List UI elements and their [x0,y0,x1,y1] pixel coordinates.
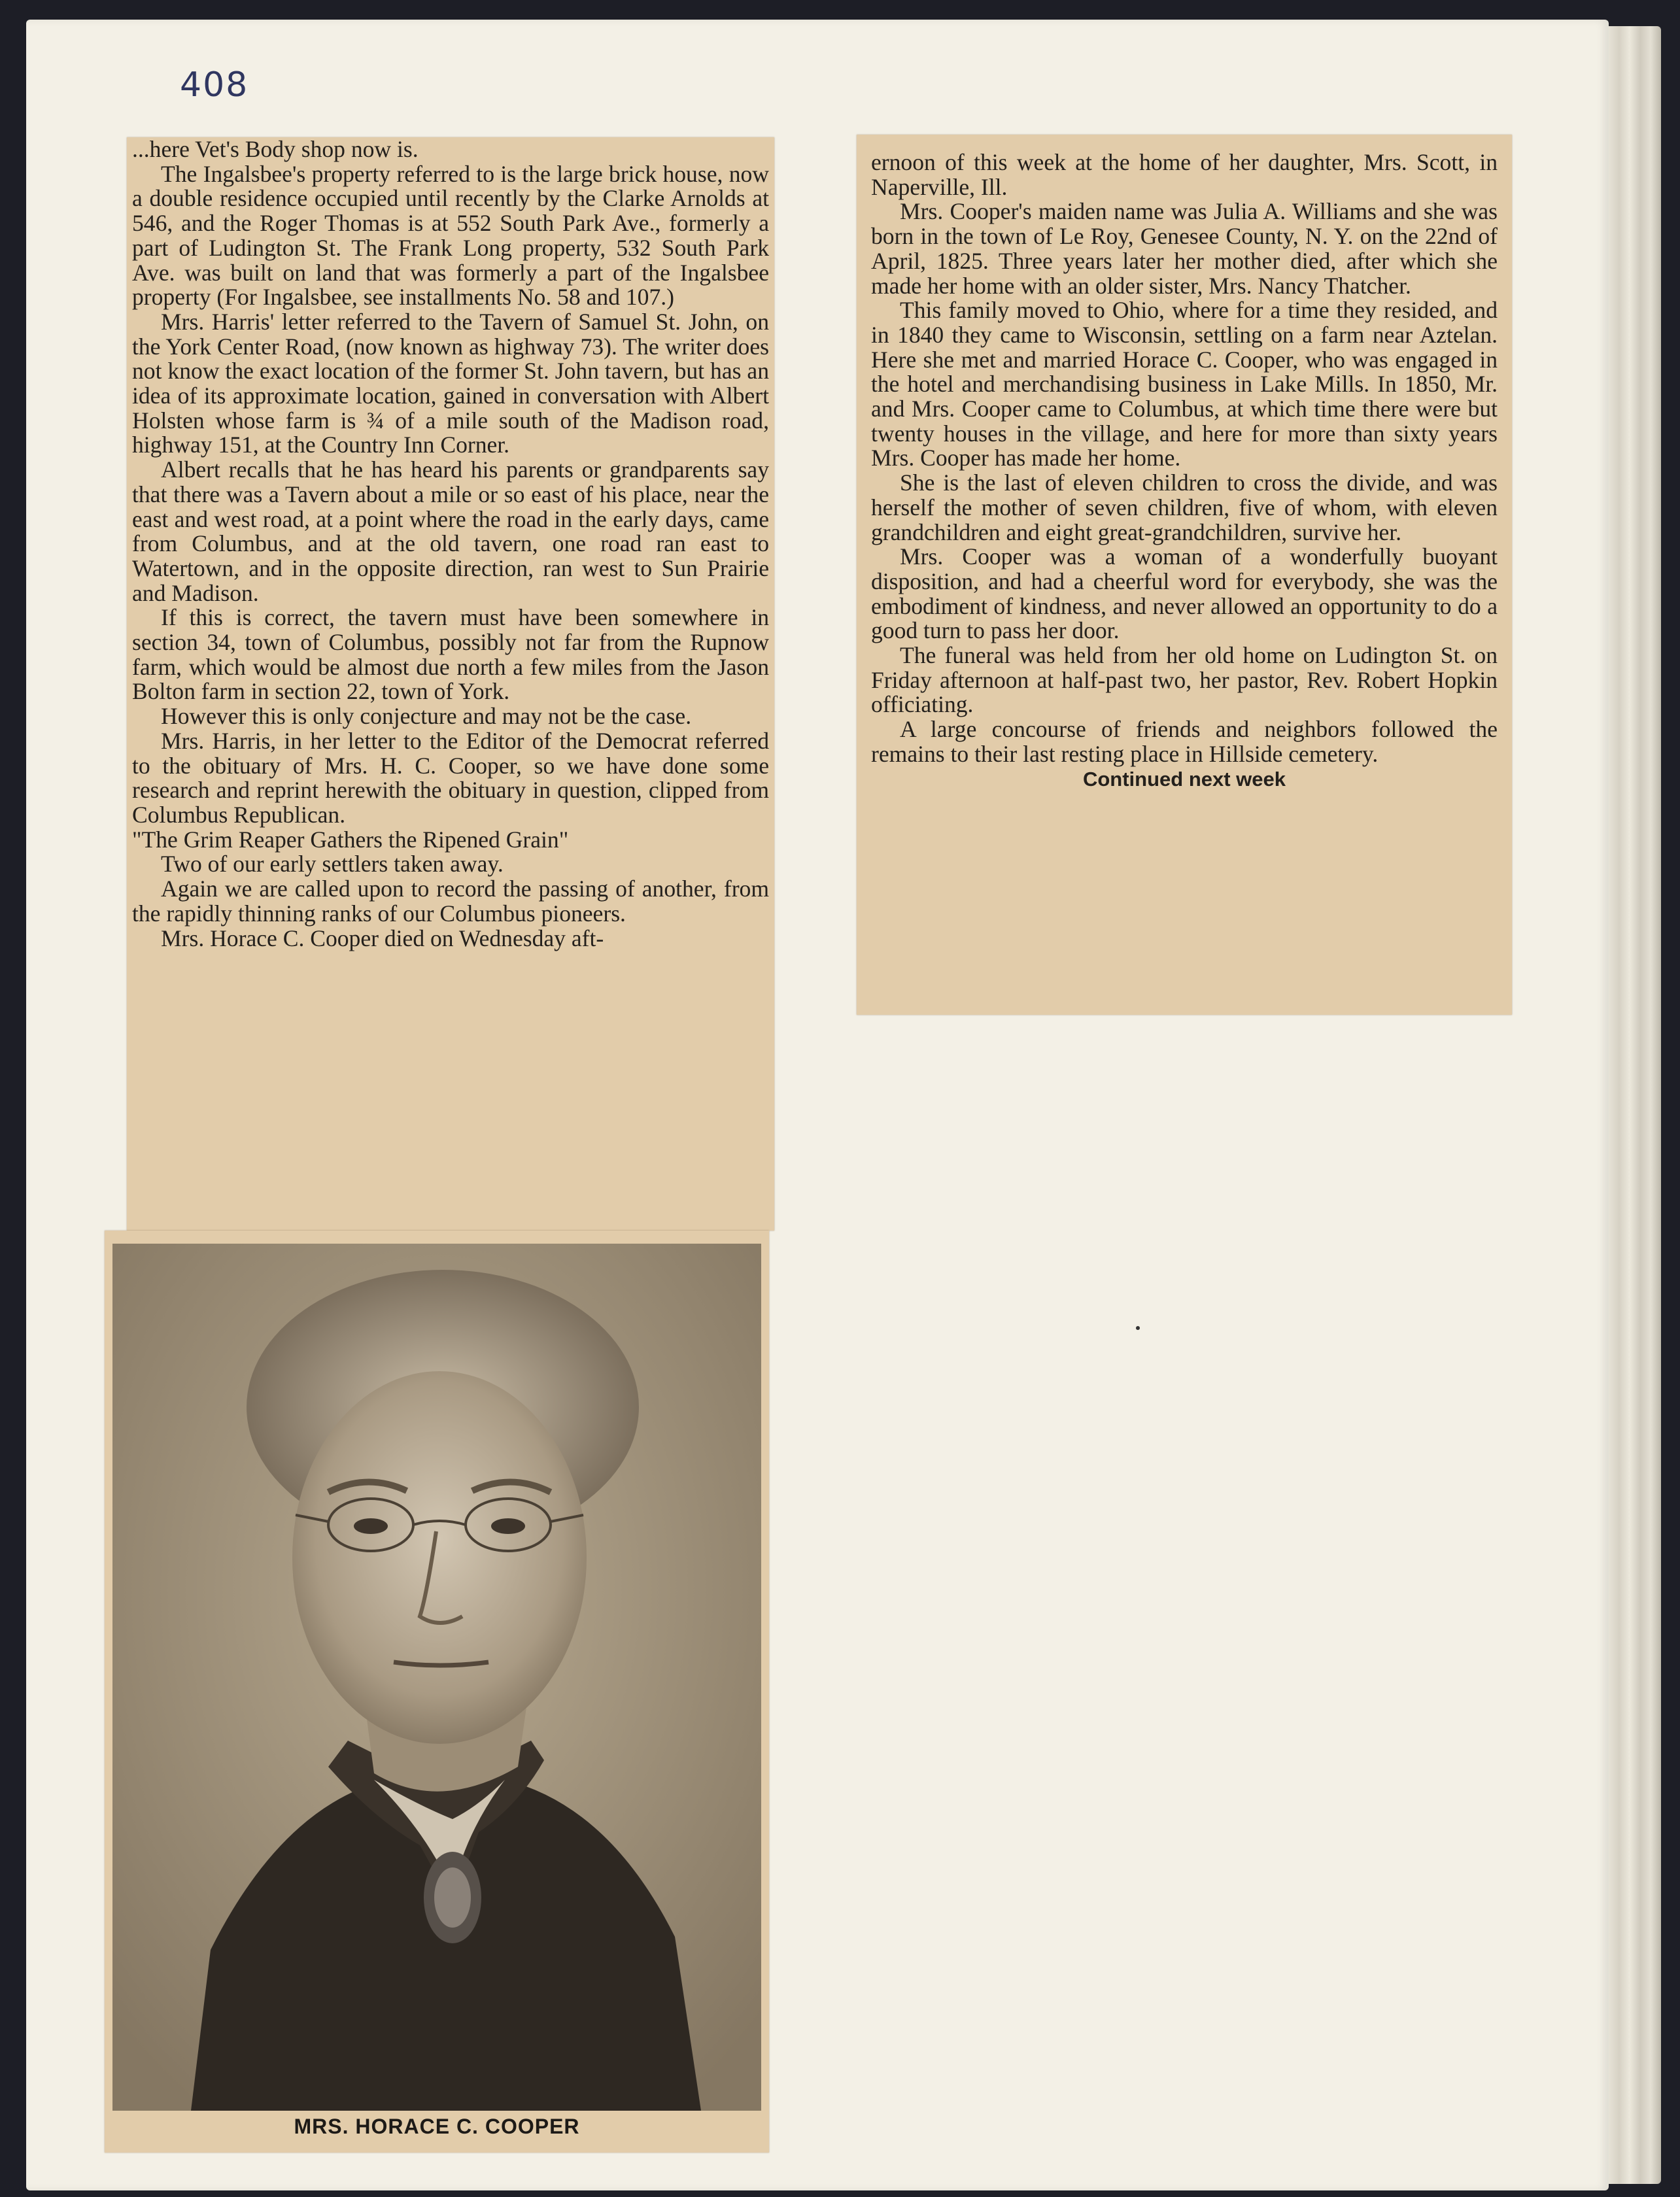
clipping-paragraph: Mrs. Harris' letter referred to the Tavern of Samuel St. John, on the York Center Road, (now known as highway 73). The writer does not know the exact location of the former St. John tavern, but has an idea of its approximate location, gained in conversation with Albert Holsten whose farm is ¾ of a mile south of the Madison road, highway 151, at the Country Inn Corner. [132,308,769,458]
obituary-subhead: Two of our early settlers taken away. [161,851,504,877]
clipping-paragraph: ...here Vet's Body shop now is. [132,136,419,162]
clipping-paragraph: A large concourse of friends and neighbors followed the remains to their last resting place in Hillside cemetery. [871,716,1498,767]
clipping-paragraph: Mrs. Cooper's maiden name was Julia A. Williams and she was born in the town of Le Roy, Genesee County, N. Y. on the 22nd of April, 1825. Three years later her mother died, after which she made her home with an older sister, Mrs. Nancy Thatcher. [871,198,1498,299]
clipping-paragraph: She is the last of eleven children to cross the divide, and was herself the mother of seven children, five of whom, with eleven grandchildren and eight great-grandchildren, survive her. [871,469,1498,545]
clipping-paragraph: Again we are called upon to record the passing of another, from the rapidly thinning ranks of our Columbus pioneers. [132,876,769,927]
clipping-paragraph: Mrs. Horace C. Cooper died on Wednesday aft- [161,925,604,951]
clipping-paragraph: Albert recalls that he has heard his parents or grandparents say that there was a Tavern about a mile or so east of his place, near the east and west road, at a point where the road in the early days, came from Columbus, and at the old tavern, one road ran east to Watertown, and in the opposite direction, ran west to Sun Prairie and Madison. [132,456,769,606]
clipping-paragraph: Mrs. Cooper was a woman of a wonderfully buoyant disposition, and had a cheerful word for everybody, she was the embodiment of kindness, and never allowed an opportunity to do a good turn to pass her door. [871,543,1498,644]
page-number: 408 [180,65,249,105]
clipping-paragraph: ernoon of this week at the home of her daughter, Mrs. Scott, in Naperville, Ill. [871,149,1498,200]
page-speck [1136,1326,1140,1330]
clipping-paragraph: The funeral was held from her old home on Ludington St. on Friday afternoon at half-past two, her pastor, Rev. Robert Hopkin officiating. [871,642,1498,718]
newspaper-clipping-right [857,135,1512,1015]
portrait-photo [112,1244,761,2111]
clipping-paragraph: However this is only conjecture and may not be the case. [161,703,692,730]
obituary-headline: "The Grim Reaper Gathers the Ripened Grain" [132,826,569,853]
clipping-paragraph: Mrs. Harris, in her letter to the Editor of the Democrat referred to the obituary of Mrs. H. C. Cooper, so we have done some research and reprint herewith the obituary in question, clipped from Columbus Republican. [132,727,769,828]
photo-caption: MRS. HORACE C. COOPER [294,2115,580,2138]
clipping-paragraph: The Ingalsbee's property referred to is the large brick house, now a double residence occupied until recently by the Clarke Arnolds at 546, and the Roger Thomas is at 552 South Park Ave., formerly a part of Ludington St. The Frank Long property, 532 South Park Ave. was built on land that was formerly a part of the Ingalsbee property (For Ingalsbee, see installments No. 58 and 107.) [132,160,769,311]
clipping-paragraph: If this is correct, the tavern must have been somewhere in section 34, town of Columbus, possibly not far from the Rupnow farm, which would be almost due north a few miles from the Jason Bolton farm in section 22, town of York. [132,604,769,705]
portrait-clipping [105,1231,769,2153]
newspaper-clipping-left [127,137,774,1231]
clipping-paragraph: This family moved to Ohio, where for a time they resided, and in 1840 they came to Wisconsin, settling on a farm near Aztelan. Here she met and married Horace C. Cooper, who was engaged in the hotel and merchandising business in Lake Mills. In 1850, Mr. and Mrs. Cooper came to Columbus, at which time there were but twenty houses in the village, and here for more than sixty years Mrs. Cooper has made her home. [871,297,1498,471]
page-stack-edge [1609,26,1661,2184]
continued-note: Continued next week [1082,767,1286,791]
portrait-image [112,1244,761,2111]
